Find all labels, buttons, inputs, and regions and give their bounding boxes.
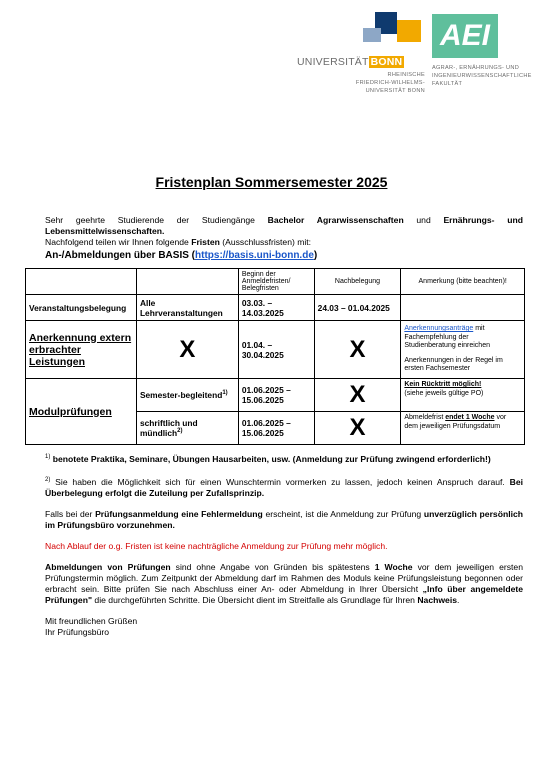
document-title: Fristenplan Sommersemester 2025 bbox=[155, 174, 388, 190]
row-sublabel: schriftlich und mündlich$^{2)}$ bbox=[136, 412, 238, 445]
university-logo-graphic bbox=[297, 12, 425, 48]
header-beginn: Beginn der Anmeldefristen/ Belegfristen bbox=[238, 269, 314, 295]
intro-line-2: Nachfolgend teilen wir Ihnen folgende Fristen (Ausschlussfristen) mit: bbox=[45, 237, 312, 247]
university-subtitle: RHEINISCHE FRIEDRICH-WILHELMS- UNIVERSITÄT BONN bbox=[355, 72, 425, 94]
row-beginn: 03.03. – 14.03.2025 bbox=[238, 295, 314, 321]
row-nachbelegung: 24.03 – 01.04.2025 bbox=[314, 295, 401, 321]
table-header-row bbox=[26, 269, 525, 295]
intro-text: Sehr geehrte Studierende der Studiengänge Bachelor Agrarwissenschaften und Ernährungs- und Lebensmittelwissenschaften. Nachfolgend teilen wir Ihnen folgende Fristen (Ausschlussfristen) mit: An-/Abmeldungen über BASIS (https://basis.uni-bonn.de) bbox=[45, 215, 523, 261]
closing: Mit freundlichen Grüßen Ihr Prüfungsbüro bbox=[45, 615, 138, 637]
row-anmerkung: Kein Rücktritt möglich! (siehe jeweils gültige PO) bbox=[401, 379, 525, 412]
note-2: $^{2)}$ Sie haben die Möglichkeit sich für einen Wunschtermin vormerken zu lassen, jedoch keinen Anspruch darauf. Bei Überbelegung erfolgt die Zuteilung per Zufallsprinzip. bbox=[45, 476, 523, 498]
table-row bbox=[26, 321, 525, 379]
deadline-table bbox=[25, 268, 525, 445]
faculty-logo bbox=[432, 14, 532, 88]
x-mark: X bbox=[314, 379, 401, 412]
table-row bbox=[26, 379, 525, 412]
note-3: Falls bei der Prüfungsanmeldung eine Fehlermeldung erscheint, ist die Anmeldung zur Prüfung unverzüglich persönlich im Prüfungsbüro vorzunehmen. bbox=[45, 508, 523, 530]
header-nachbelegung: Nachbelegung bbox=[314, 269, 401, 295]
note-5: Abmeldungen von Prüfungen sind ohne Angabe von Gründen bis spätestens 1 Woche vor dem jeweiligen ersten Prüfungstermin möglich. Zum Zeitpunkt der Abmeldung darf im Rahmen des Moduls keine Prüfungsleistung begonnen oder erbracht sein. Bitte prüfen Sie nach Abschluss einer An- oder Abmeldung in Ihrer Übersicht „Info über angemeldete Prüfungen" die durchgeführten Schritte. Die Übersicht dient im Streitfalle als Grundlage für Ihren Nachweis. bbox=[45, 561, 523, 605]
row-label: Veranstaltungsbelegung bbox=[26, 295, 137, 321]
anerkennungsantraege-link[interactable]: Anerkennungsanträge bbox=[404, 325, 474, 333]
row-anmerkung: Abmeldefrist endet 1 Woche vor dem jeweiligen Prüfungsdatum bbox=[401, 412, 525, 445]
university-name: UNIVERSITÄT BONN bbox=[297, 56, 403, 68]
intro-line-1: Sehr geehrte Studierende der Studiengänge Bachelor Agrarwissenschaften und Ernährungs- und bbox=[45, 215, 523, 225]
x-mark: X bbox=[314, 412, 401, 445]
note-1: $^{1)}$ benotete Praktika, Seminare, Übungen Hausarbeiten, usw. (Anmeldung zur Prüfung zwingend erforderlich!) bbox=[45, 453, 491, 464]
row-label: Anerkennung extern erbrachter Leistungen bbox=[26, 321, 137, 379]
row-label: Modulprüfungen bbox=[26, 379, 137, 445]
note-warning: Nach Ablauf der o.g. Fristen ist keine nachträgliche Anmeldung zur Prüfung mehr möglich. bbox=[45, 540, 388, 551]
x-mark: X bbox=[136, 321, 238, 379]
row-anmerkung: Anerkennungsanträge mit Fachempfehlung der Studienberatung einreichen Anerkennungen in der Regel im ersten Fachsemester bbox=[401, 321, 525, 379]
row-sublabel: Semester-begleitend$^{1)}$ bbox=[136, 379, 238, 412]
intro-line-3: An-/Abmeldungen über BASIS (https://basis.uni-bonn.de) bbox=[45, 250, 318, 261]
basis-link[interactable]: https://basis.uni-bonn.de bbox=[195, 250, 314, 261]
row-beginn: 01.04. – 30.04.2025 bbox=[238, 321, 314, 379]
header-anmerkung: Anmerkung (bitte beachten)! bbox=[401, 269, 525, 295]
row-beginn: 01.06.2025 – 15.06.2025 bbox=[238, 379, 314, 412]
x-mark: X bbox=[314, 321, 401, 379]
notes bbox=[45, 452, 523, 638]
row-beginn: 01.06.2025 – 15.06.2025 bbox=[238, 412, 314, 445]
faculty-logo-mark: AEI bbox=[432, 14, 498, 58]
university-logo bbox=[297, 12, 425, 95]
faculty-subtitle: AGRAR-, ERNÄHRUNGS- UND INGENIEURWISSENSCHAFTLICHE FAKULTÄT bbox=[432, 65, 532, 87]
table-row bbox=[26, 295, 525, 321]
row-sublabel: Alle Lehrveranstaltungen bbox=[136, 295, 238, 321]
row-anmerkung bbox=[401, 295, 525, 321]
